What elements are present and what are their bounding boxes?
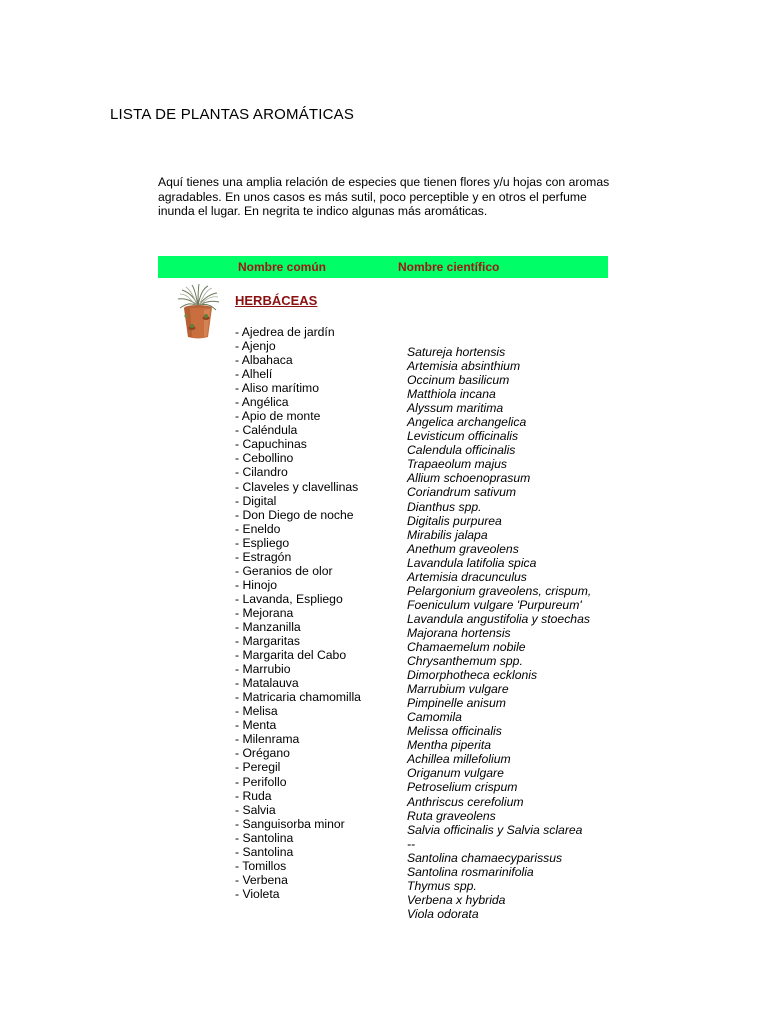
scientific-name-item: -- <box>407 836 416 851</box>
common-name-list <box>235 325 361 901</box>
scientific-name-item: Lavandula latifolia spica <box>407 555 537 570</box>
scientific-name-item: Dianthus spp. <box>407 499 482 514</box>
common-name-item: - Capuchinas <box>235 437 307 452</box>
scientific-name-item: Angelica archangelica <box>407 415 527 430</box>
scientific-name-item: Anethum graveolens <box>407 541 519 556</box>
scientific-name-item: Dimorphotheca ecklonis <box>407 668 538 683</box>
common-name-item: - Orégano <box>235 746 290 761</box>
common-name-item: - Manzanilla <box>235 619 301 634</box>
common-name-item: - Violeta <box>235 886 280 901</box>
common-name-item: - Ajedrea de jardín <box>235 325 335 339</box>
common-name-item: - Margaritas <box>235 634 301 649</box>
scientific-name-item: Mentha piperita <box>407 738 492 753</box>
common-name-item: - Digital <box>235 493 277 508</box>
common-name-item: - Espliego <box>235 535 290 550</box>
scientific-name-item: Alyssum maritima <box>407 401 504 416</box>
common-name-item: - Caléndula <box>235 423 298 438</box>
common-name-item: - Claveles y clavellinas <box>235 479 359 494</box>
scientific-name-list <box>407 345 591 921</box>
common-name-item: - Alhelí <box>235 367 273 382</box>
common-name-item: - Santolina <box>235 844 294 859</box>
common-name-item: - Milenrama <box>235 732 300 747</box>
common-name-item: - Melisa <box>235 704 278 719</box>
common-name-item: - Lavanda, Espliego <box>235 591 343 606</box>
section-title-herbaceas: HERBÁCEAS <box>235 293 318 308</box>
common-name-item: - Cebollino <box>235 451 294 466</box>
common-name-item: - Sanguisorba minor <box>235 816 345 831</box>
page-title: LISTA DE PLANTAS AROMÁTICAS <box>110 106 355 123</box>
scientific-name-item: Levisticum officinalis <box>407 429 519 444</box>
scientific-name-item: Matthiola incana <box>407 387 496 402</box>
scientific-name-item: Lavandula angustifolia y stoechas <box>407 611 590 626</box>
scientific-name-item: Allium schoenoprasum <box>407 471 531 486</box>
column-header-common-name: Nombre común <box>238 260 327 274</box>
common-name-item: - Margarita del Cabo <box>235 648 347 663</box>
common-name-item: - Albahaca <box>235 353 293 368</box>
scientific-name-item: Salvia officinalis y Salvia sclarea <box>407 822 583 837</box>
intro-paragraph: Aquí tienes una amplia relación de especies que tienen flores y/u hojas con aromas agradables. En unos casos es más sutil, poco perceptible y en otros el perfume inunda el lugar. En negrita te indico algunas más aromáticas. <box>158 175 610 218</box>
scientific-name-item: Santolina rosmarinifolia <box>407 864 534 879</box>
scientific-name-item: Chamaemelum nobile <box>407 639 526 654</box>
common-name-item: - Don Diego de noche <box>235 507 354 522</box>
common-name-item: - Matricaria chamomilla <box>235 690 361 705</box>
common-name-item: - Eneldo <box>235 521 281 536</box>
common-name-item: - Santolina <box>235 830 294 845</box>
scientific-name-item: Digitalis purpurea <box>407 513 502 528</box>
scientific-name-item: Chrysanthemum spp. <box>407 654 523 669</box>
scientific-name-item: Satureja hortensis <box>407 345 506 359</box>
common-name-item: - Angélica <box>235 395 289 410</box>
scientific-name-item: Foeniculum vulgare 'Purpureum' <box>407 597 582 612</box>
scientific-name-item: Camomila <box>407 710 462 725</box>
scientific-name-item: Artemisia absinthium <box>407 359 521 374</box>
scientific-name-item: Ruta graveolens <box>407 808 496 823</box>
scientific-name-item: Melissa officinalis <box>407 724 502 739</box>
common-name-item: - Hinojo <box>235 577 277 592</box>
common-name-item: - Perifollo <box>235 774 287 789</box>
scientific-name-item: Majorana hortensis <box>407 625 511 640</box>
common-name-item: - Ruda <box>235 788 272 803</box>
scientific-name-item: Petroselium crispum <box>407 780 518 795</box>
common-name-item: - Verbena <box>235 872 288 887</box>
common-name-item: - Matalauva <box>235 676 299 691</box>
scientific-name-item: Trapaeolum majus <box>407 457 508 472</box>
scientific-name-item: Marrubium vulgare <box>407 682 509 697</box>
common-name-item: - Peregil <box>235 760 281 775</box>
common-name-item: - Tomillos <box>235 858 287 873</box>
common-name-item: - Aliso marítimo <box>235 381 319 396</box>
common-name-item: - Apio de monte <box>235 409 321 424</box>
scientific-name-item: Viola odorata <box>407 906 479 921</box>
scientific-name-item: Pelargonium graveolens, crispum, <box>407 583 592 598</box>
common-name-item: - Menta <box>235 718 277 733</box>
scientific-name-item: Verbena x hybrida <box>407 892 506 907</box>
scientific-name-item: Thymus spp. <box>407 878 477 893</box>
scientific-name-item: Artemisia dracunculus <box>407 569 527 584</box>
scientific-name-item: Occinum basilicum <box>407 373 510 388</box>
scientific-name-item: Coriandrum sativum <box>407 485 517 500</box>
plant-pot-icon <box>174 284 222 340</box>
common-name-item: - Cilandro <box>235 465 288 480</box>
scientific-name-item: Origanum vulgare <box>407 766 504 781</box>
scientific-name-item: Mirabilis jalapa <box>407 527 488 542</box>
common-name-item: - Marrubio <box>235 662 291 677</box>
scientific-name-item: Anthriscus cerefolium <box>407 794 524 809</box>
column-header-scientific-name: Nombre científico <box>398 260 500 274</box>
common-name-item: - Estragón <box>235 549 292 564</box>
common-name-item: - Mejorana <box>235 605 294 620</box>
scientific-name-item: Pimpinelle anisum <box>407 696 506 711</box>
table-header <box>158 256 608 278</box>
scientific-name-item: Calendula officinalis <box>407 443 516 458</box>
common-name-item: - Salvia <box>235 802 276 817</box>
common-name-item: - Geranios de olor <box>235 563 333 578</box>
common-name-item: - Ajenjo <box>235 339 276 354</box>
scientific-name-item: Santolina chamaecyparissus <box>407 850 563 865</box>
scientific-name-item: Achillea millefolium <box>407 752 511 767</box>
